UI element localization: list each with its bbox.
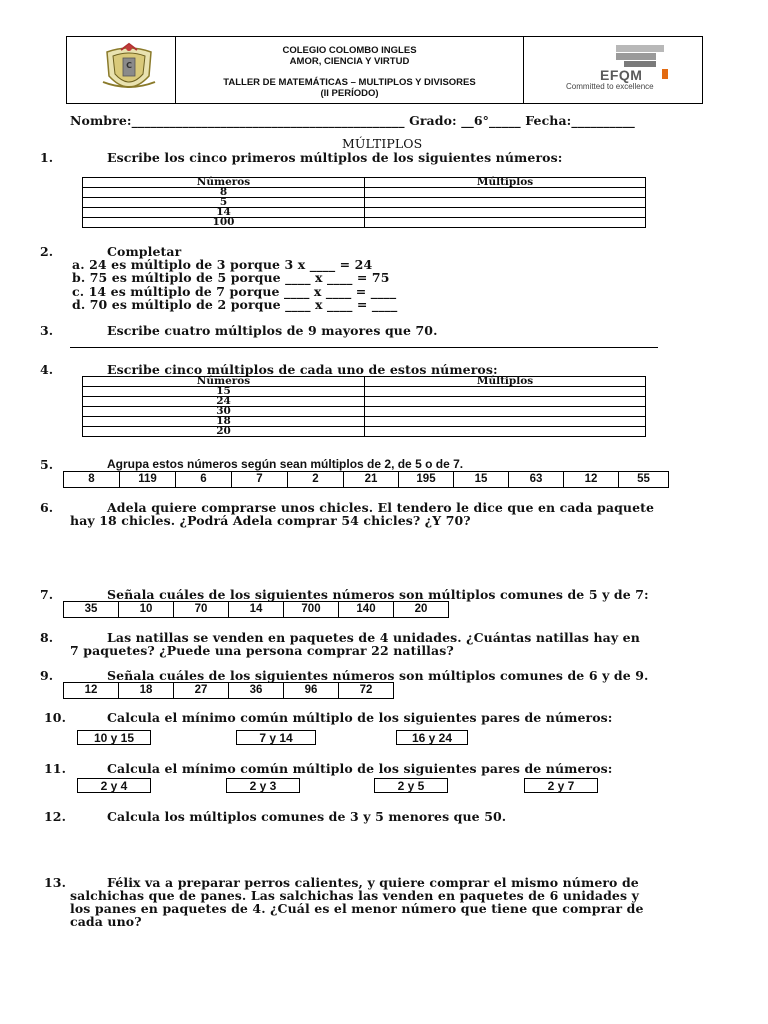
table-row — [83, 198, 646, 208]
q4-answer-cell[interactable] — [365, 397, 646, 407]
number-cell: 119 — [120, 472, 176, 487]
q10-pair-box: 16 y 24 — [396, 730, 468, 745]
number-cell: 8 — [64, 472, 120, 487]
number-cell: 27 — [174, 683, 229, 698]
q7-text: Señala cuáles de los siguientes números son múltiplos comunes de 5 y de 7: — [107, 587, 649, 602]
q9-text: Señala cuáles de los siguientes números son múltiplos comunes de 6 y de 9. — [107, 668, 649, 683]
q1-number-cell: 8 — [83, 188, 365, 198]
q4-number-cell: 18 — [83, 417, 365, 427]
q2-line-d: d. 70 es múltiplo de 2 porque ____ x ____ = ____ — [72, 297, 398, 312]
table-row — [83, 208, 646, 218]
number-cell: 36 — [229, 683, 284, 698]
number-cell: 35 — [64, 602, 119, 617]
workshop-title: TALLER DE MATEMÁTICAS – MULTIPLOS Y DIVISORES — [223, 77, 476, 88]
q3-answer-line[interactable] — [70, 347, 658, 348]
q4-table — [82, 376, 646, 437]
q10-pair-box: 10 y 15 — [77, 730, 151, 745]
q11-pair-box: 2 y 3 — [226, 778, 300, 793]
table-row — [83, 218, 646, 228]
q9-number-row — [63, 682, 394, 699]
table-row — [83, 417, 646, 427]
number-cell: 63 — [509, 472, 564, 487]
table-row — [83, 407, 646, 417]
efqm-logo-text: EFQM — [600, 67, 643, 83]
q5-number: 5. — [40, 457, 54, 472]
q1-answer-cell[interactable] — [365, 188, 646, 198]
q1-number: 1. — [40, 150, 54, 165]
q8-line-2: 7 paquetes? ¿Puede una persona comprar 22 natillas? — [70, 643, 454, 658]
q4-text: Escribe cinco múltiplos de cada uno de estos números: — [107, 362, 498, 377]
q11-number: 11. — [44, 761, 67, 776]
q3-text: Escribe cuatro múltiplos de 9 mayores que 70. — [107, 323, 438, 338]
q6-number: 6. — [40, 500, 54, 515]
efqm-tagline: Committed to excellence — [566, 82, 654, 91]
number-cell: 140 — [339, 602, 394, 617]
q1-answer-cell[interactable] — [365, 218, 646, 228]
q4-number-cell: 30 — [83, 407, 365, 417]
q12-text: Calcula los múltiplos comunes de 3 y 5 menores que 50. — [107, 809, 507, 824]
q12-number: 12. — [44, 809, 67, 824]
q4-number: 4. — [40, 362, 54, 377]
number-cell: 21 — [344, 472, 399, 487]
table-row — [83, 427, 646, 437]
student-info-line: Nombre:___________________________________________ Grado: __6°_____ Fecha:__________ — [70, 113, 635, 128]
header-title-cell — [176, 37, 524, 103]
number-cell: 12 — [564, 472, 619, 487]
table-row — [83, 188, 646, 198]
section-title: MÚLTIPLOS — [342, 136, 423, 151]
school-name: COLEGIO COLOMBO INGLES — [282, 45, 417, 56]
q2-line-c: c. 14 es múltiplo de 7 porque ____ x ____ = ____ — [72, 284, 397, 299]
q4-number-cell: 24 — [83, 397, 365, 407]
q9-number: 9. — [40, 668, 54, 683]
q7-number-row — [63, 601, 449, 618]
number-cell: 70 — [174, 602, 229, 617]
q13-line-1: Félix va a preparar perros calientes, y quiere comprar el mismo número de — [107, 875, 639, 890]
q5-number-row — [63, 471, 669, 488]
q1-text: Escribe los cinco primeros múltiplos de los siguientes números: — [107, 150, 563, 165]
q2-line-a: a. 24 es múltiplo de 3 porque 3 x ____ = 24 — [72, 257, 373, 272]
q4-answer-cell[interactable] — [365, 427, 646, 437]
q2-text: Completar — [107, 244, 182, 259]
q4-answer-cell[interactable] — [365, 417, 646, 427]
q13-number: 13. — [44, 875, 67, 890]
q11-pair-box: 2 y 4 — [77, 778, 151, 793]
table-row — [83, 387, 646, 397]
number-cell: 96 — [284, 683, 339, 698]
q4-col-numbers: Números — [83, 377, 365, 387]
q10-text: Calcula el mínimo común múltiplo de los siguientes pares de números: — [107, 710, 613, 725]
q4-answer-cell[interactable] — [365, 387, 646, 397]
q6-line-1: Adela quiere comprarse unos chicles. El tendero le dice que en cada paquete — [107, 500, 655, 515]
q10-number: 10. — [44, 710, 67, 725]
q2-line-b: b. 75 es múltiplo de 5 porque ____ x ____ = 75 — [72, 270, 390, 285]
q1-answer-cell[interactable] — [365, 208, 646, 218]
q13-line-2: salchichas que de panes. Las salchichas las venden en paquetes de 6 unidades y — [70, 888, 639, 903]
number-cell: 195 — [399, 472, 454, 487]
q13-line-4: cada uno? — [70, 914, 142, 929]
number-cell: 12 — [64, 683, 119, 698]
school-motto: AMOR, CIENCIA Y VIRTUD — [289, 55, 410, 67]
efqm-logo-cell — [524, 37, 702, 103]
q4-number-cell: 20 — [83, 427, 365, 437]
q1-col-multiples: Múltiplos — [365, 178, 646, 188]
q1-number-cell: 5 — [83, 198, 365, 208]
q4-answer-cell[interactable] — [365, 407, 646, 417]
q11-pair-box: 2 y 7 — [524, 778, 598, 793]
q7-number: 7. — [40, 587, 54, 602]
q4-number-cell: 15 — [83, 387, 365, 397]
q11-text: Calcula el mínimo común múltiplo de los siguientes pares de números: — [107, 761, 613, 776]
q1-number-cell: 100 — [83, 218, 365, 228]
number-cell: 72 — [359, 684, 373, 696]
number-cell: 700 — [284, 602, 339, 617]
number-cell: 15 — [454, 472, 509, 487]
q10-pair-box: 7 y 14 — [236, 730, 316, 745]
q5-text: Agrupa estos números según sean múltiplos de 2, de 5 o de 7. — [107, 457, 464, 471]
workshop-period: (II PERÍODO) — [320, 87, 379, 99]
number-cell: 2 — [288, 472, 344, 487]
number-cell: 18 — [119, 683, 174, 698]
q4-col-multiples: Múltiplos — [365, 377, 646, 387]
q11-pair-box: 2 y 5 — [374, 778, 448, 793]
q13-line-3: los panes en paquetes de 4. ¿Cuál es el menor número que tiene que comprar de — [70, 901, 644, 916]
number-cell: 55 — [637, 473, 650, 485]
q1-table — [82, 177, 646, 228]
q8-line-1: Las natillas se venden en paquetes de 4 unidades. ¿Cuántas natillas hay en — [107, 630, 640, 645]
number-cell: 20 — [414, 603, 428, 615]
q1-answer-cell[interactable] — [365, 198, 646, 208]
svg-text:C: C — [126, 61, 132, 70]
number-cell: 6 — [176, 472, 232, 487]
number-cell: 7 — [232, 472, 288, 487]
q3-number: 3. — [40, 323, 54, 338]
q6-line-2: hay 18 chicles. ¿Podrá Adela comprar 54 chicles? ¿Y 70? — [70, 513, 471, 528]
school-crest-cell — [67, 37, 176, 103]
number-cell: 10 — [119, 602, 174, 617]
q1-number-cell: 14 — [83, 208, 365, 218]
number-cell: 14 — [229, 602, 284, 617]
document-header — [66, 36, 703, 104]
q1-col-numbers: Números — [83, 178, 365, 188]
table-row — [83, 397, 646, 407]
q2-number: 2. — [40, 244, 54, 259]
q8-number: 8. — [40, 630, 54, 645]
school-crest-icon — [99, 42, 159, 100]
